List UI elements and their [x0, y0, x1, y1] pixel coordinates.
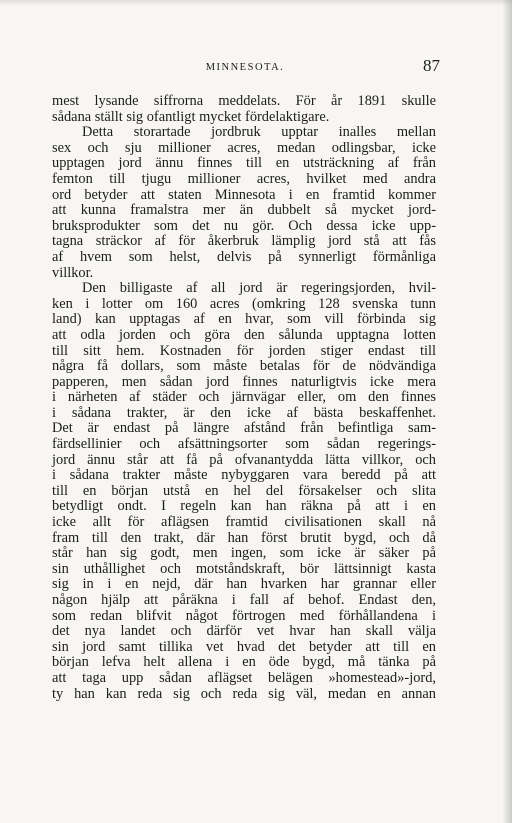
text-line: sex och sju millioner acres, medan odlingsbar, icke — [52, 139, 436, 156]
text-line: villkor. — [52, 264, 94, 281]
text-line: till en början utstå en hel del försakelser och slita — [52, 482, 436, 499]
page-number: 87 — [423, 56, 440, 75]
text-line: sin jord samt tillika vet hvad det betyder att till en — [52, 638, 436, 655]
text-line: färdsellinier och afsättningsorter som sådan regerings- — [52, 436, 436, 453]
page-edge-shadow-top — [0, 0, 512, 6]
text-line: sig in i en nejd, där han hvarken har grannar eller — [52, 576, 436, 593]
text-line: till sitt hem. Kostnaden för jorden stiger endast till — [52, 342, 436, 359]
text-line: sin uthållighet och motståndskraft, bör lättsinnigt kasta — [52, 560, 436, 577]
page-header — [50, 56, 440, 78]
text-line: det nya landet och därför vet hvar han skall välja — [52, 623, 436, 640]
text-line: någon hjälp att påräkna i fall af behof. Endast den, — [52, 592, 436, 608]
text-line: Det är endast på längre afstånd från befintliga sam- — [52, 420, 436, 437]
text-line: ken i lotter om 160 acres (omkring 128 svenska tunn — [52, 295, 436, 312]
text-line: papperen, men sådan jord finnes naturligtvis icke mera — [52, 373, 436, 390]
text-line: i sådana trakter måste nybyggaren vara beredd på att — [52, 467, 436, 484]
text-line: mest lysande siffrorna meddelats. För år 1891 skulle — [52, 93, 436, 109]
text-line: icke allt för aflägsen framtid civilisationen skall nå — [52, 514, 436, 531]
paragraph-first-line: Detta storartade jordbruk upptar inalles mellan — [82, 124, 436, 141]
text-line: några få dollars, som måste betalas för de nödvändiga — [52, 358, 436, 375]
text-line: början lefva helt allena i en öde bygd, må tänka på — [52, 654, 436, 671]
text-line: ty han kan reda sig och reda sig väl, medan en annan — [52, 685, 436, 702]
text-line: i närheten af städer och järnvägar eller, om den finnes — [52, 389, 436, 406]
running-title: MINNESOTA. — [205, 62, 285, 73]
text-line: att kunna framalstra mer än dubbelt så mycket jord- — [52, 202, 436, 219]
text-line: i sådana trakter, är den icke af bästa beskaffenhet. — [52, 404, 436, 421]
text-line: står han sig godt, men ingen, som icke är säker på — [52, 545, 436, 562]
text-line: betydligt ondt. I regeln kan han räkna på att i en — [52, 498, 436, 515]
text-line: jord ännu står att få på ofvanantydda lätta villkor, och — [52, 451, 436, 468]
text-line: femton till tjugu millioner acres, hvilket med andra — [52, 170, 436, 187]
text-line: sådana ställt sig ofantligt mycket fördelaktigare. — [52, 108, 330, 125]
text-line: att odla jorden och göra den sålunda upptagna lotten — [52, 326, 436, 343]
body-text — [52, 94, 436, 702]
text-line: af hvem som helst, delvis på synnerligt förmånliga — [52, 248, 436, 265]
text-line: ord betyder att staten Minnesota i en framtid kommer — [52, 186, 436, 203]
paragraph-first-line: Den billigaste af all jord är regeringsjorden, hvil- — [82, 280, 436, 297]
text-line: land) kan upptagas af en hvar, som vill förbinda sig — [52, 311, 436, 328]
text-line: upptagen jord ännu finnes till en utsträckning af från — [52, 155, 436, 172]
text-line: fram till den trakt, där han först brutit bygd, och då — [52, 529, 436, 546]
text-line: att taga upp sådan aflägset belägen »homestead»-jord, — [52, 669, 436, 686]
text-line: bruksprodukter som det nu gör. Och dessa icke upp- — [52, 217, 436, 234]
text-line: tagna sträckor af för åkerbruk lämplig jord stå att fås — [52, 233, 436, 250]
text-line: som redan blifvit något förtrogen med förhållandena i — [52, 607, 436, 624]
page-edge-shadow-right — [502, 0, 512, 823]
